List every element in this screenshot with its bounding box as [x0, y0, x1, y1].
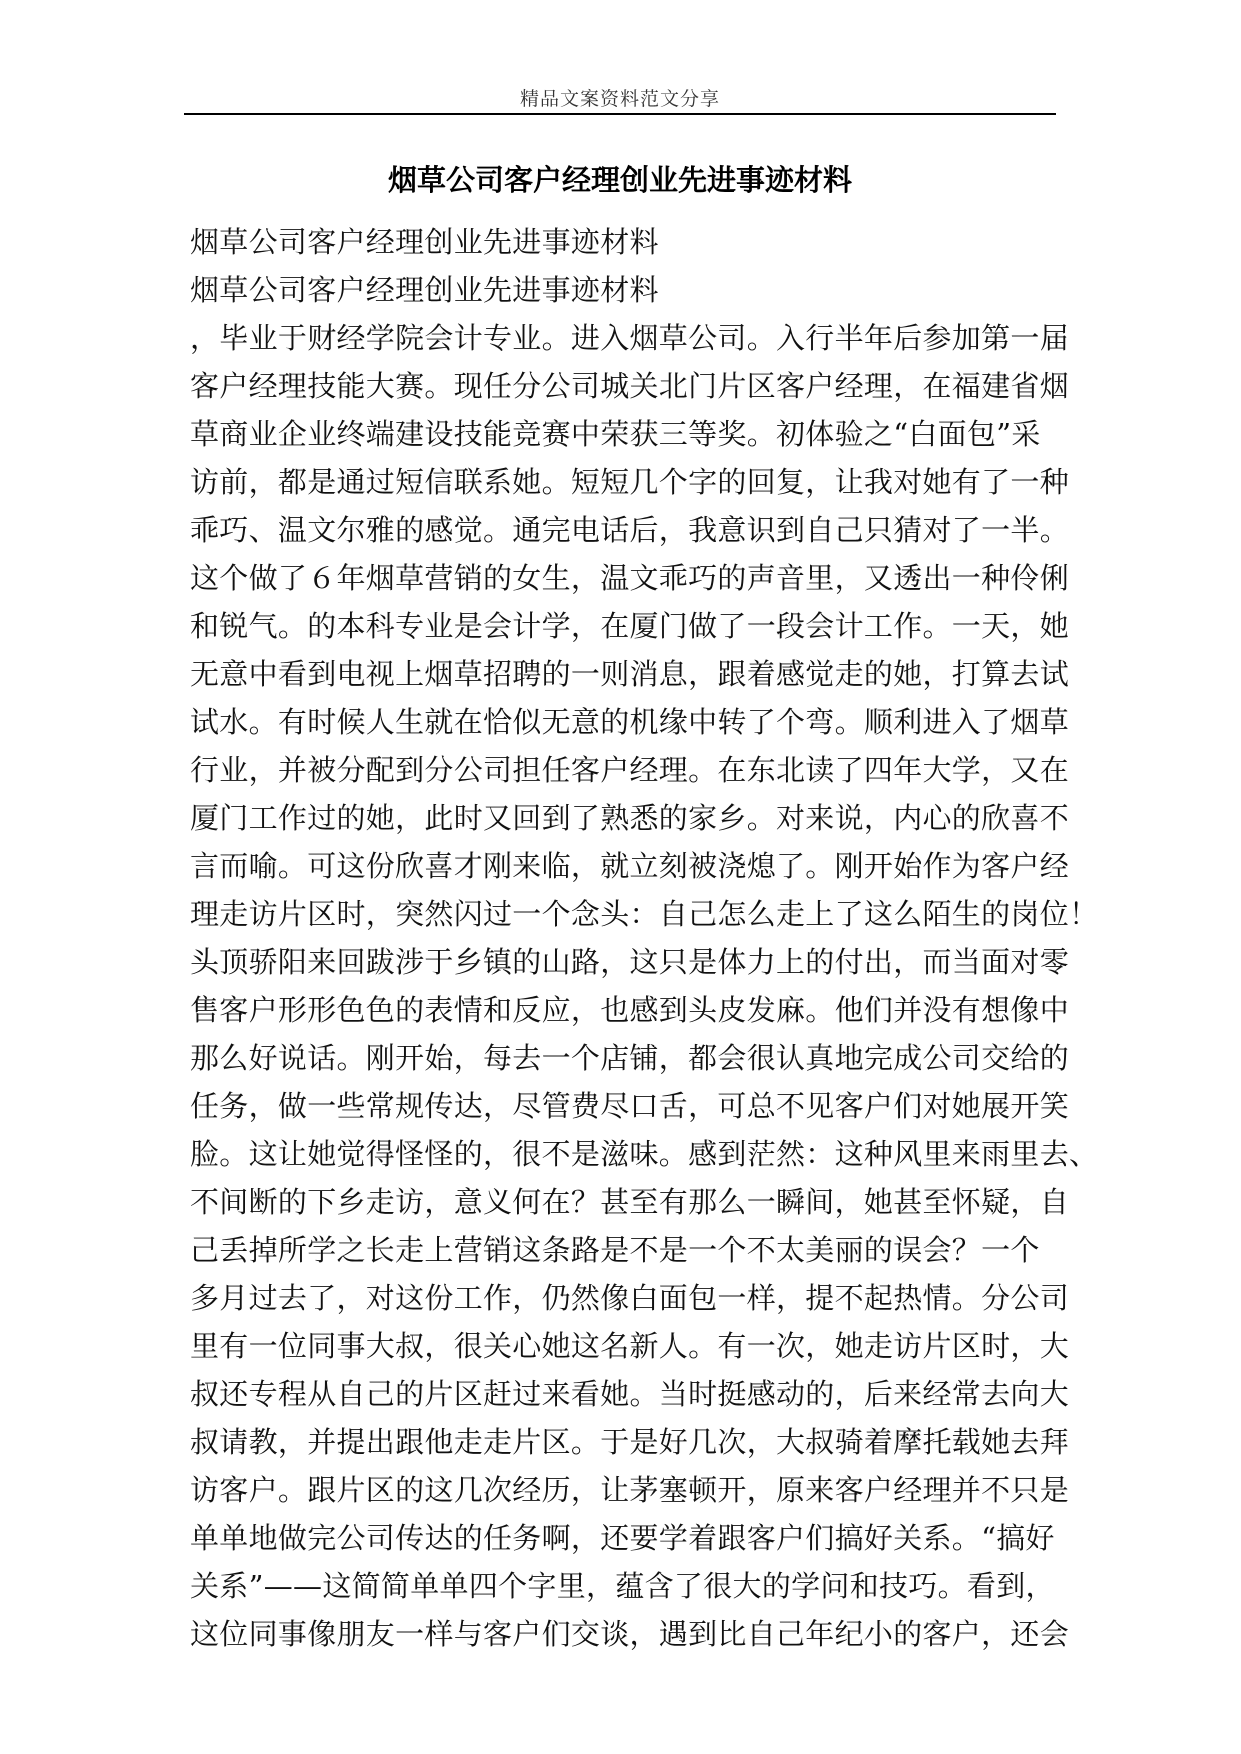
body-line: 这个做了６年烟草营销的女生，温文乖巧的声音里，又透出一种伶俐: [190, 561, 1070, 595]
body-line: 脸。这让她觉得怪怪的，很不是滋味。感到茫然：这种风里来雨里去、: [190, 1137, 1099, 1171]
body-line: 关系”——这简简单单四个字里，蕴含了很大的学问和技巧。看到，: [190, 1569, 1055, 1603]
body-line: 己丢掉所学之长走上营销这条路是不是一个不太美丽的误会？一个: [190, 1233, 1040, 1267]
body-line: 无意中看到电视上烟草招聘的一则消息，跟着感觉走的她，打算去试: [190, 657, 1070, 691]
body-line: 里有一位同事大叔，很关心她这名新人。有一次，她走访片区时，大: [190, 1329, 1070, 1363]
body-line: 访前，都是通过短信联系她。短短几个字的回复，让我对她有了一种: [190, 465, 1070, 499]
body-line: ，毕业于财经学院会计专业。进入烟草公司。入行半年后参加第一届: [190, 321, 1070, 355]
body-line: 叔还专程从自己的片区赶过来看她。当时挺感动的，后来经常去向大: [190, 1377, 1070, 1411]
body-line: 叔请教，并提出跟他走走片区。于是好几次，大叔骑着摩托载她去拜: [190, 1425, 1070, 1459]
body-line: 言而喻。可这份欣喜才刚来临，就立刻被浇熄了。刚开始作为客户经: [190, 849, 1070, 883]
body-line: 厦门工作过的她，此时又回到了熟悉的家乡。对来说，内心的欣喜不: [190, 801, 1070, 835]
body-line: 草商业企业终端建设技能竞赛中荣获三等奖。初体验之“白面包”采: [190, 417, 1041, 451]
document-body: [190, 218, 1099, 1658]
body-line: 多月过去了，对这份工作，仍然像白面包一样，提不起热情。分公司: [190, 1281, 1070, 1315]
header-divider: [184, 113, 1056, 115]
body-line: 乖巧、温文尔雅的感觉。通完电话后，我意识到自己只猜对了一半。: [190, 513, 1070, 547]
page-header-text: 精品文案资料范文分享: [519, 88, 720, 110]
body-line: 这位同事像朋友一样与客户们交谈，遇到比自己年纪小的客户，还会: [190, 1617, 1070, 1651]
body-line: 不间断的下乡走访，意义何在？甚至有那么一瞬间，她甚至怀疑，自: [190, 1185, 1070, 1219]
body-line: 那么好说话。刚开始，每去一个店铺，都会很认真地完成公司交给的: [190, 1041, 1070, 1075]
body-line: 单单地做完公司传达的任务啊，还要学着跟客户们搞好关系。“搞好: [190, 1521, 1055, 1555]
body-line: 理走访片区时，突然闪过一个念头：自己怎么走上了这么陌生的岗位！: [190, 897, 1099, 931]
body-line: 售客户形形色色的表情和反应，也感到头皮发麻。他们并没有想像中: [190, 993, 1070, 1027]
document-title: 烟草公司客户经理创业先进事迹材料: [387, 163, 852, 197]
body-line: 烟草公司客户经理创业先进事迹材料: [190, 273, 659, 307]
body-line: 行业，并被分配到分公司担任客户经理。在东北读了四年大学，又在: [190, 753, 1070, 787]
body-line: 头顶骄阳来回跋涉于乡镇的山路，这只是体力上的付出，而当面对零: [190, 945, 1070, 979]
body-line: 访客户。跟片区的这几次经历，让茅塞顿开，原来客户经理并不只是: [190, 1473, 1070, 1507]
body-line: 烟草公司客户经理创业先进事迹材料: [190, 225, 659, 259]
body-line: 客户经理技能大赛。现任分公司城关北门片区客户经理，在福建省烟: [190, 369, 1070, 403]
body-line: 任务，做一些常规传达，尽管费尽口舌，可总不见客户们对她展开笑: [190, 1089, 1070, 1123]
body-line: 和锐气。的本科专业是会计学，在厦门做了一段会计工作。一天，她: [190, 609, 1070, 643]
body-line: 试水。有时候人生就在恰似无意的机缘中转了个弯。顺利进入了烟草: [190, 705, 1070, 739]
